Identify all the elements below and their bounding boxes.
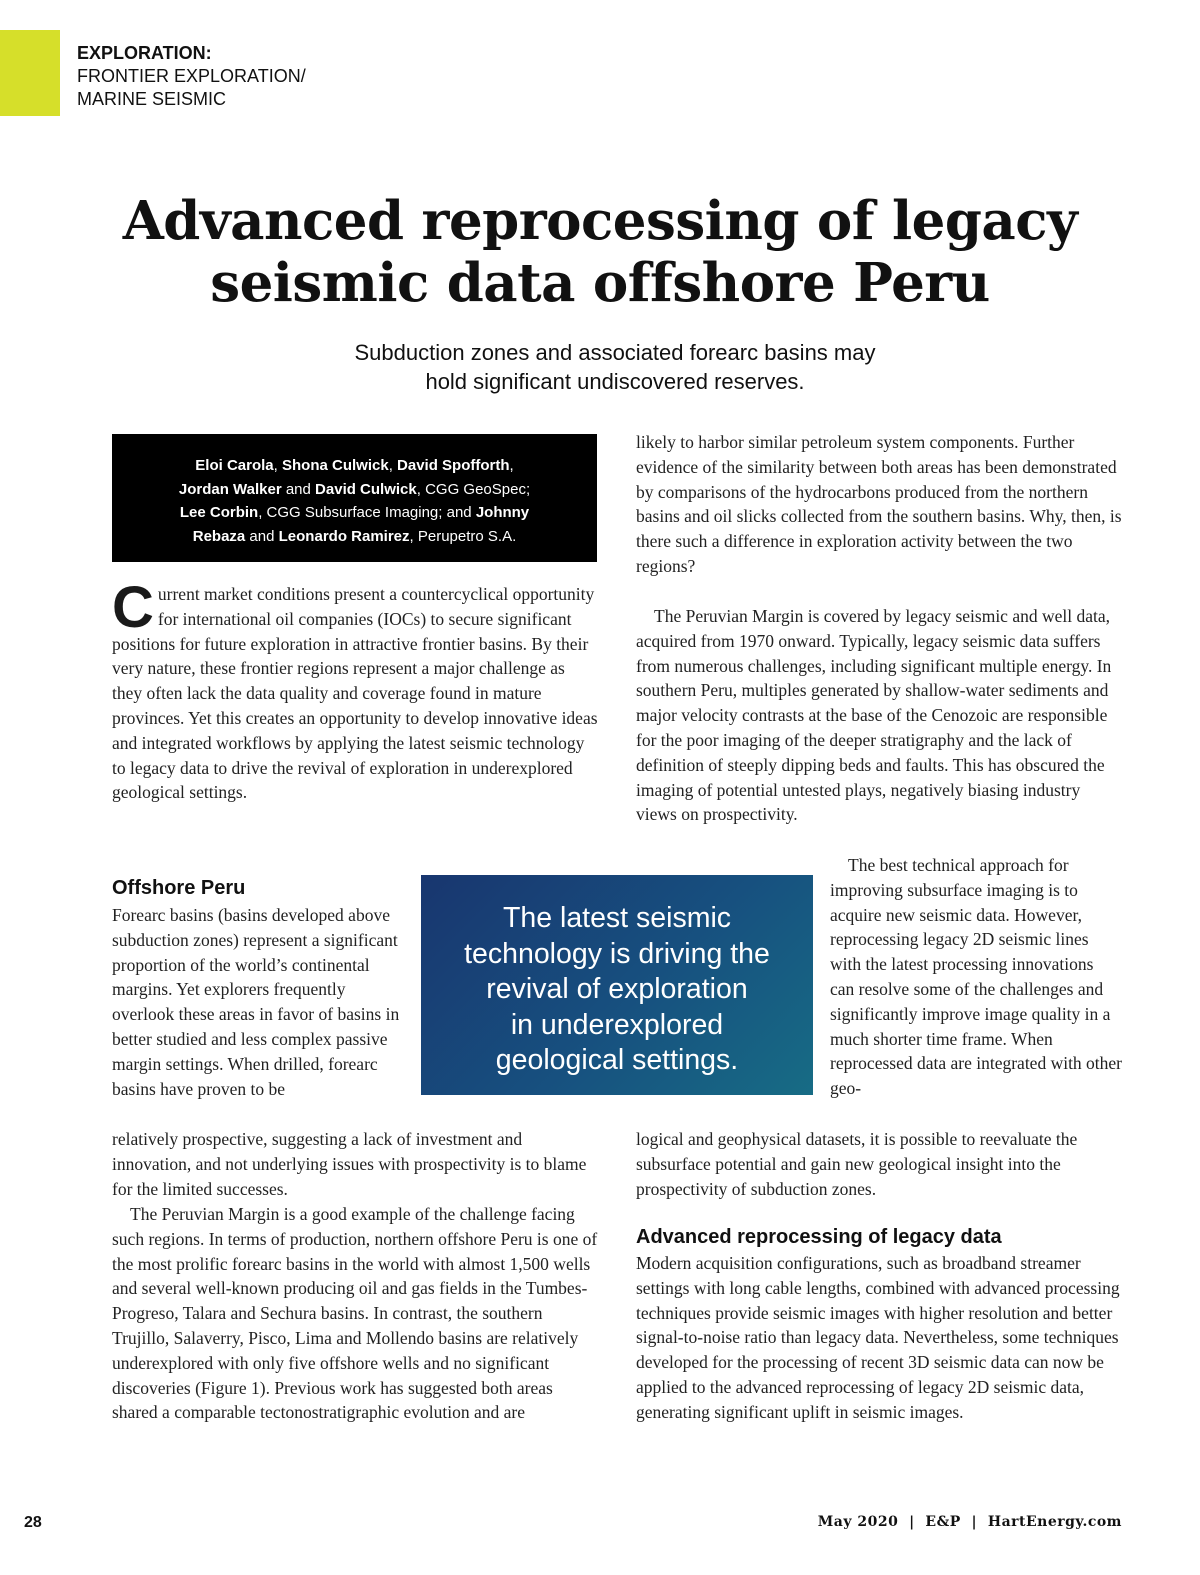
deck-line-2: hold significant undiscovered reserves. <box>425 369 805 394</box>
author-name: David Culwick <box>315 480 417 498</box>
author-name: Shona Culwick <box>282 457 389 474</box>
subhead-advanced-reprocessing: Advanced reprocessing of legacy data <box>636 1226 1002 1248</box>
deck-line-1: Subduction zones and associated forearc basins may <box>354 340 876 365</box>
similarity-paragraph: likely to harbor similar petroleum system components. Further evidence of the similarity between both areas has been demonstrated by comparisons of the hydrocarbons produced from the northern basins and oil slicks collected from the southern basins. Why, then, is there such a difference in exploration activity between the two regions? <box>636 432 1122 576</box>
author-name: David Spofforth <box>397 457 510 474</box>
author-name: Lee Corbin <box>179 504 259 521</box>
pull-quote-line: The latest seismic <box>502 902 732 934</box>
pull-quote-line: geological settings. <box>495 1044 739 1076</box>
author-affiliation: , CGG GeoSpec; <box>416 480 531 498</box>
author-name: Johnny <box>475 504 530 521</box>
pull-quote-line: technology is driving the <box>464 937 770 970</box>
section-subtitle-1: FRONTIER EXPLORATION/ <box>77 66 306 86</box>
author-box <box>112 434 597 562</box>
offshore-paragraph-cont: relatively prospective, suggesting a lack of investment and innovation, and not underlying issues with prospectivity is to blame for the limited successes. <box>112 1129 587 1199</box>
subhead-offshore-peru: Offshore Peru <box>112 877 246 899</box>
section-color-tab <box>0 30 60 116</box>
article-title <box>40 190 1160 314</box>
author-name: Eloi Carola <box>195 457 274 474</box>
title-line-1: Advanced reprocessing of legacy <box>122 190 1078 252</box>
drop-cap: C <box>112 575 154 640</box>
author-sep: , <box>388 457 398 474</box>
author-sep: and <box>245 527 279 545</box>
author-name: Leonardo Ramirez <box>278 527 410 545</box>
peruvian-margin-paragraph: The Peruvian Margin is a good example of the challenge facing such regions. In terms of production, northern offshore Peru is one of the most prolific forearc basins in the world with almost 1,500 wells and several well-known producing oil and gas fields in the Tumbes-Progreso, Talara and Sechura basins. In contrast, the southern Trujillo, Salaverry, Pisco, Lima and Mollendo basins are relatively underexplored with only five offshore wells and no significant discoveries (Figure 1). Previous work has suggested both areas shared a comparable tectonostratigraphic evolution and are <box>112 1204 598 1423</box>
pull-quote <box>421 875 813 1095</box>
footer-credit: May 2020 | E&P | HartEnergy.com <box>817 1514 1122 1530</box>
section-subtitle-2: MARINE SEISMIC <box>77 89 227 109</box>
author-name: Rebaza <box>192 527 246 545</box>
approach-paragraph-cont: logical and geophysical datasets, it is possible to reevaluate the subsurface potential and gain new geological insight into the prospectivity of subduction zones. <box>636 1129 1078 1199</box>
author-sep: , <box>273 457 282 474</box>
article-deck <box>260 338 970 396</box>
offshore-paragraph-wrap: Forearc basins (basins developed above subduction zones) represent a significant proportion of the world’s continental margins. Yet explorers frequently overlook these areas in favor of basins in better studied and less complex passive margin settings. When drilled, forearc basins have proven to be <box>112 905 400 1099</box>
author-name: Jordan Walker <box>178 480 282 498</box>
approach-paragraph-wrap: The best technical approach for improving subsurface imaging is to acquire new seismic data. However, reprocessing legacy 2D seismic lines with the latest processing innovations can resolve some of the challenges and significantly improve image quality in a much shorter time frame. When reprocessed data are integrated with other geo- <box>830 855 1123 1099</box>
title-line-2: seismic data offshore Peru <box>210 252 990 314</box>
legacy-data-paragraph: The Peruvian Margin is covered by legacy seismic and well data, acquired from 1970 onward. Typically, legacy seismic data suffers from numerous challenges, including significant multiple energy. In southern Peru, multiples generated by shallow-water sediments and major velocity contrasts at the base of the Cenozoic are responsible for the poor imaging of the deeper stratigraphy and the lack of definition of steeply dipping beds and faults. This has obscured the imaging of potential untested plays, negatively biasing industry views on prospectivity. <box>636 606 1112 825</box>
author-sep: , <box>509 457 514 474</box>
reprocessing-paragraph: Modern acquisition configurations, such as broadband streamer settings with long cable lengths, combined with advanced processing techniques provide seismic images with higher resolution and better signal-to-noise ratio than legacy data. Nevertheless, some techniques developed for the processing of recent 3D seismic data can now be applied to the advanced reprocessing of legacy 2D seismic data, generating significant uplift in seismic images. <box>636 1253 1120 1422</box>
author-affiliation: , CGG Subsurface Imaging; and <box>258 504 476 521</box>
intro-text: urrent market conditions present a countercyclical opportunity for international oil companies (IOCs) to secure significant positions for future exploration in attractive frontier basins. By their very nature, these frontier regions represent a major challenge as they often lack the data quality and coverage found in mature provinces. Yet this creates an opportunity to develop innovative ideas and integrated workflows by applying the latest seismic technology to legacy data to drive the revival of exploration in underexplored geological settings. <box>112 584 598 803</box>
pull-quote-line: revival of exploration <box>486 973 748 1005</box>
pull-quote-line: in underexplored <box>510 1008 724 1041</box>
author-affiliation: , Perupetro S.A. <box>409 527 517 545</box>
section-kicker: EXPLORATION: <box>77 43 212 63</box>
section-label <box>77 42 306 111</box>
author-sep: and <box>281 480 316 498</box>
page-number: 28 <box>24 1514 42 1531</box>
intro-paragraph <box>112 575 598 805</box>
